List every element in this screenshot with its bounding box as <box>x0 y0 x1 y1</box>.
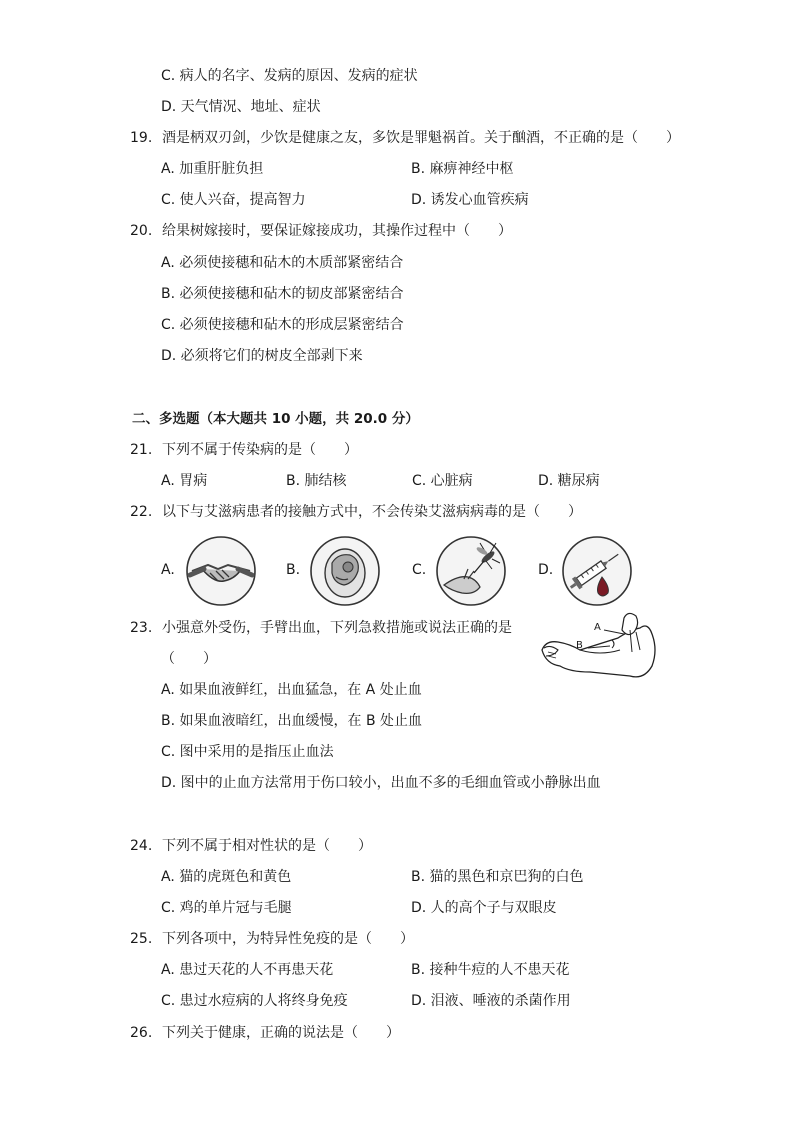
q19-number: 19. <box>130 130 153 146</box>
q25-stem: 下列各项中，为特异性免疫的是（ ） <box>162 931 414 947</box>
baby-icon <box>308 535 382 607</box>
q19-stem: 酒是柄双刃剑，少饮是健康之友，多饮是罪魁祸首。关于酗酒，不正确的是（ ） <box>162 130 680 146</box>
q20-option-b: B. 必须使接穗和砧木的韧皮部紧密结合 <box>161 286 404 302</box>
q21-option-b: B. 肺结核 <box>286 473 347 489</box>
q24-stem: 下列不属于相对性状的是（ ） <box>162 838 372 854</box>
q25-option-c: C. 患过水痘病的人将终身免疫 <box>161 993 348 1009</box>
q25-question <box>132 930 414 948</box>
q22-option-b-letter: B. <box>286 562 301 578</box>
q23-option-a: A. 如果血液鲜红，出血猛急，在 A 处止血 <box>161 682 422 698</box>
mosquito-bite-icon <box>434 535 508 607</box>
q20-number: 20. <box>130 223 153 239</box>
q19-option-b: B. 麻痹神经中枢 <box>411 161 514 177</box>
q25-option-a: A. 患过天花的人不再患天花 <box>161 962 334 978</box>
q24-option-b: B. 猫的黑色和京巴狗的白色 <box>411 869 584 885</box>
q19-option-d: D. 诱发心血管疾病 <box>411 192 529 208</box>
q25-number: 25. <box>130 931 153 947</box>
q18-option-c: C. 病人的名字、发病的原因、发病的症状 <box>161 68 418 84</box>
q21-option-a: A. 胃病 <box>161 473 208 489</box>
q21-option-c: C. 心脏病 <box>412 473 473 489</box>
q21-number: 21. <box>130 442 153 458</box>
q20-stem: 给果树嫁接时，要保证嫁接成功，其操作过程中（ ） <box>162 223 512 239</box>
syringe-blood-icon <box>560 535 634 607</box>
bleeding-arm-figure <box>540 610 662 686</box>
q22-option-a-letter: A. <box>161 562 175 578</box>
q22-option-d-letter: D. <box>538 562 554 578</box>
q20-option-a: A. 必须使接穗和砧木的木质部紧密结合 <box>161 255 404 271</box>
q20-question <box>132 222 512 240</box>
figure-label-b: B <box>576 640 583 651</box>
q22-number: 22. <box>130 504 153 520</box>
q23-option-b: B. 如果血液暗红，出血缓慢，在 B 处止血 <box>161 713 423 729</box>
q20-option-c: C. 必须使接穗和砧木的形成层紧密结合 <box>161 317 404 333</box>
q22-question <box>132 503 582 521</box>
q21-stem: 下列不属于传染病的是（ ） <box>162 442 358 458</box>
q26-question <box>132 1024 400 1042</box>
q26-number: 26. <box>130 1025 153 1041</box>
handshake-icon <box>184 535 258 607</box>
q23-question <box>132 619 512 637</box>
q23-stem: 小强意外受伤，手臂出血，下列急救措施或说法正确的是 <box>162 620 512 636</box>
section-heading-multiple-choice: 二、多选题（本大题共 10 小题，共 20.0 分） <box>132 411 419 427</box>
q23-number: 23. <box>130 620 153 636</box>
q19-option-a: A. 加重肝脏负担 <box>161 161 264 177</box>
q21-option-d: D. 糖尿病 <box>538 473 600 489</box>
q25-option-b: B. 接种牛痘的人不患天花 <box>411 962 570 978</box>
q23-option-d: D. 图中的止血方法常用于伤口较小，出血不多的毛细血管或小静脉出血 <box>161 775 601 791</box>
q19-option-c: C. 使人兴奋，提高智力 <box>161 192 306 208</box>
q19-question <box>132 129 680 147</box>
figure-label-a: A <box>594 622 601 633</box>
q26-stem: 下列关于健康，正确的说法是（ ） <box>162 1025 400 1041</box>
q24-option-a: A. 猫的虎斑色和黄色 <box>161 869 292 885</box>
q21-question <box>132 441 358 459</box>
q24-number: 24. <box>130 838 153 854</box>
q22-stem: 以下与艾滋病患者的接触方式中，不会传染艾滋病病毒的是（ ） <box>162 504 582 520</box>
q20-option-d: D. 必须将它们的树皮全部剥下来 <box>161 348 363 364</box>
q23-stem-continued: （ ） <box>161 651 217 667</box>
q18-option-d: D. 天气情况、地址、症状 <box>161 99 321 115</box>
q24-question <box>132 837 372 855</box>
q22-option-c-letter: C. <box>412 562 427 578</box>
q23-option-c: C. 图中采用的是指压止血法 <box>161 744 334 760</box>
q24-option-d: D. 人的高个子与双眼皮 <box>411 900 557 916</box>
q24-option-c: C. 鸡的单片冠与毛腿 <box>161 900 292 916</box>
q25-option-d: D. 泪液、唾液的杀菌作用 <box>411 993 571 1009</box>
